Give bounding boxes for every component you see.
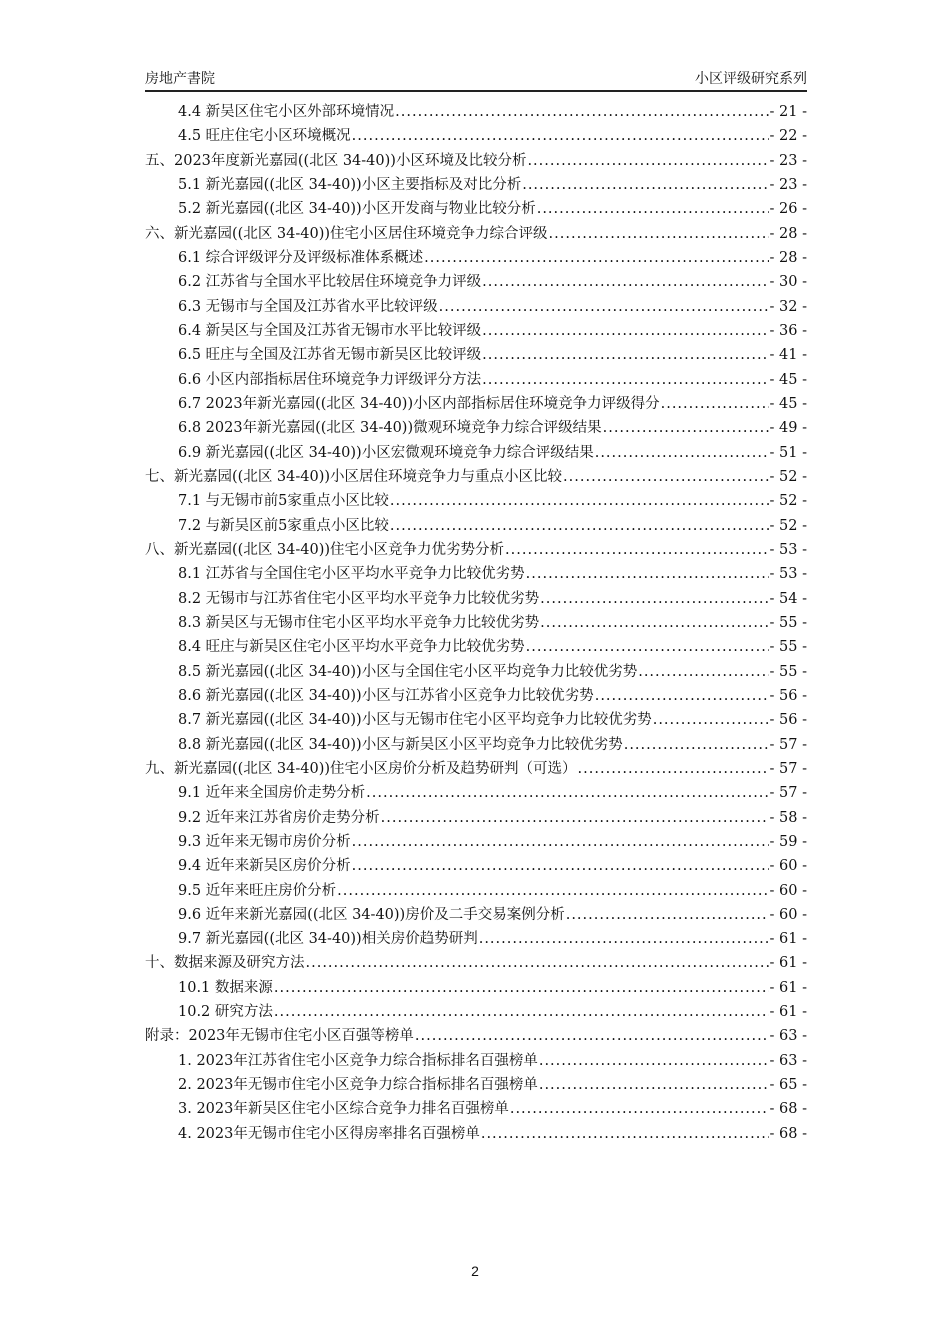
toc-entry-title: 4. 2023年无锡市住宅小区得房率排名百强榜单	[178, 1125, 480, 1142]
toc-entry-page: - 28 -	[769, 225, 807, 242]
toc-entry-page: - 60 -	[769, 882, 807, 899]
toc-entry-page: - 55 -	[769, 639, 807, 656]
toc-entry[interactable]	[145, 295, 807, 319]
page-header	[145, 66, 807, 92]
dot-leader	[566, 907, 769, 923]
toc-entry-title: 9.5 近年来旺庄房价分析	[178, 882, 337, 899]
toc-entry-title: 6.4 新吴区与全国及江苏省无锡市水平比较评级	[178, 322, 482, 339]
dot-leader	[526, 566, 769, 582]
toc-entry-page: - 61 -	[769, 979, 807, 996]
dot-leader	[274, 1004, 769, 1020]
toc-entry[interactable]	[145, 489, 807, 513]
dot-leader	[527, 153, 768, 169]
toc-entry[interactable]	[145, 781, 807, 805]
toc-entry-page: - 54 -	[769, 590, 807, 607]
toc-entry-title: 八、新光嘉园((北区 34-40))住宅小区竞争力优劣势分析	[145, 541, 505, 558]
dot-leader	[482, 274, 768, 290]
dot-leader	[540, 615, 768, 631]
toc-entry[interactable]	[145, 149, 807, 173]
toc-entry-page: - 56 -	[769, 687, 807, 704]
dot-leader	[395, 104, 768, 120]
toc-entry-page: - 57 -	[769, 736, 807, 753]
toc-entry-title: 4.4 新吴区住宅小区外部环境情况	[178, 104, 395, 120]
dot-leader	[578, 761, 769, 777]
dot-leader	[352, 858, 769, 874]
toc-entry[interactable]	[145, 1049, 807, 1073]
dot-leader	[337, 883, 768, 899]
dot-leader	[624, 737, 769, 753]
toc-entry[interactable]	[145, 854, 807, 878]
toc-entry[interactable]	[145, 879, 807, 903]
toc-entry[interactable]	[145, 441, 807, 465]
toc-entry-page: - 41 -	[769, 347, 807, 364]
toc-entry-page: - 58 -	[769, 809, 807, 826]
toc-entry[interactable]	[145, 246, 807, 270]
page-number: 2	[471, 1263, 479, 1279]
toc-entry-title: 3. 2023年新吴区住宅小区综合竞争力排名百强榜单	[178, 1101, 509, 1118]
toc-entry-page: - 60 -	[769, 858, 807, 875]
toc-entry[interactable]	[145, 806, 807, 830]
toc-entry-title: 9.1 近年来全国房价走势分析	[178, 785, 366, 802]
dot-leader	[526, 639, 769, 655]
toc-entry-page: - 52 -	[769, 493, 807, 510]
toc-entry-page: - 36 -	[769, 322, 807, 339]
toc-entry-title: 9.4 近年来新吴区房价分析	[178, 858, 351, 875]
toc-entry-title: 5.1 新光嘉园((北区 34-40))小区主要指标及对比分析	[178, 176, 522, 193]
dot-leader	[390, 493, 769, 509]
toc-entry-page: - 49 -	[769, 420, 807, 437]
dot-leader	[661, 396, 769, 412]
toc-entry[interactable]	[145, 708, 807, 732]
toc-entry-page: - 45 -	[769, 371, 807, 388]
dot-leader	[482, 372, 768, 388]
toc-entry-page: - 28 -	[769, 249, 807, 266]
toc-entry[interactable]	[145, 343, 807, 367]
toc-entry-page: - 21 -	[769, 104, 807, 120]
toc-entry-title: 8.4 旺庄与新吴区住宅小区平均水平竞争力比较优劣势	[178, 639, 525, 656]
toc-entry-title: 8.8 新光嘉园((北区 34-40))小区与新吴区小区平均竞争力比较优劣势	[178, 736, 623, 753]
toc-entry[interactable]	[145, 927, 807, 951]
dot-leader	[306, 955, 769, 971]
toc-entry-title: 2. 2023年无锡市住宅小区竞争力综合指标排名百强榜单	[178, 1077, 538, 1094]
dot-leader	[479, 931, 769, 947]
dot-leader	[424, 250, 768, 266]
dot-leader	[539, 1077, 769, 1093]
dot-leader	[595, 445, 769, 461]
toc-entry-page: - 68 -	[769, 1125, 807, 1142]
toc-entry-page: - 68 -	[769, 1101, 807, 1118]
dot-leader	[415, 1028, 769, 1044]
toc-entry-title: 9.2 近年来江苏省房价走势分析	[178, 809, 380, 826]
toc-entry-title: 1. 2023年江苏省住宅小区竞争力综合指标排名百强榜单	[178, 1052, 538, 1069]
toc-entry-page: - 23 -	[769, 152, 807, 169]
toc-entry-page: - 61 -	[769, 1004, 807, 1021]
toc-entry-title: 9.6 近年来新光嘉园((北区 34-40))房价及二手交易案例分析	[178, 906, 565, 923]
toc-entry[interactable]	[145, 660, 807, 684]
toc-entry-page: - 56 -	[769, 712, 807, 729]
toc-entry[interactable]	[145, 733, 807, 757]
toc-entry-title: 6.2 江苏省与全国水平比较居住环境竞争力评级	[178, 274, 482, 291]
dot-leader	[595, 688, 769, 704]
toc-entry-title: 五、2023年度新光嘉园((北区 34-40))小区环境及比较分析	[145, 152, 527, 169]
toc-entry[interactable]	[145, 124, 807, 148]
toc-entry-page: - 60 -	[769, 906, 807, 923]
toc-entry-title: 六、新光嘉园((北区 34-40))住宅小区居住环境竞争力综合评级	[145, 225, 548, 242]
toc-entry-title: 5.2 新光嘉园((北区 34-40))小区开发商与物业比较分析	[178, 201, 536, 218]
toc-entry-page: - 55 -	[769, 663, 807, 680]
toc-entry[interactable]	[145, 1097, 807, 1121]
toc-entry-title: 8.7 新光嘉园((北区 34-40))小区与无锡市住宅小区平均竞争力比较优劣势	[178, 712, 652, 729]
toc-entry-title: 8.6 新光嘉园((北区 34-40))小区与江苏省小区竞争力比较优劣势	[178, 687, 594, 704]
header-series: 小区评级研究系列	[695, 71, 807, 87]
dot-leader	[638, 664, 768, 680]
toc-entry[interactable]	[145, 416, 807, 440]
toc-entry[interactable]	[145, 465, 807, 489]
dot-leader	[482, 347, 768, 363]
toc-entry-page: - 51 -	[769, 444, 807, 461]
toc-entry-title: 10.2 研究方法	[178, 1004, 273, 1021]
toc-entry-page: - 52 -	[769, 517, 807, 534]
toc-entry-title: 9.3 近年来无锡市房价分析	[178, 833, 351, 850]
toc-entry-title: 九、新光嘉园((北区 34-40))住宅小区房价分析及趋势研判（可选）	[145, 760, 577, 777]
toc-entry-title: 6.5 旺庄与全国及江苏省无锡市新吴区比较评级	[178, 347, 482, 364]
toc-entry[interactable]	[145, 587, 807, 611]
toc-entry[interactable]	[145, 684, 807, 708]
toc-entry[interactable]	[145, 903, 807, 927]
toc-entry[interactable]	[145, 514, 807, 538]
toc-entry-page: - 59 -	[769, 833, 807, 850]
toc-entry[interactable]	[145, 222, 807, 246]
dot-leader	[481, 1126, 769, 1142]
toc-entry[interactable]	[145, 611, 807, 635]
toc-entry-title: 4.5 旺庄住宅小区环境概况	[178, 128, 351, 145]
dot-leader	[482, 323, 768, 339]
toc-entry-page: - 63 -	[769, 1028, 807, 1045]
toc-entry-title: 8.2 无锡市与江苏省住宅小区平均水平竞争力比较优劣势	[178, 590, 540, 607]
toc-entry-page: - 32 -	[769, 298, 807, 315]
toc-entry-title: 6.7 2023年新光嘉园((北区 34-40))小区内部指标居住环境竞争力评级得分	[178, 395, 660, 412]
toc-entry-page: - 52 -	[769, 468, 807, 485]
toc-entry-title: 十、数据来源及研究方法	[145, 955, 305, 972]
dot-leader	[563, 469, 768, 485]
toc-entry[interactable]	[145, 1122, 807, 1146]
toc-entry-page: - 57 -	[769, 760, 807, 777]
header-publisher: 房地产書院	[145, 71, 215, 87]
toc-entry-page: - 22 -	[769, 128, 807, 145]
toc-entry-title: 10.1 数据来源	[178, 979, 273, 996]
toc-entry[interactable]	[145, 635, 807, 659]
dot-leader	[537, 201, 769, 217]
toc-entry-title: 6.6 小区内部指标居住环境竞争力评级评分方法	[178, 371, 482, 388]
toc-entry-title: 附录：2023年无锡市住宅小区百强等榜单	[145, 1028, 414, 1045]
dot-leader	[539, 1053, 769, 1069]
toc-entry-page: - 63 -	[769, 1052, 807, 1069]
dot-leader	[366, 785, 768, 801]
toc-entry[interactable]	[145, 197, 807, 221]
toc-entry-title: 6.9 新光嘉园((北区 34-40))小区宏微观环境竞争力综合评级结果	[178, 444, 594, 461]
toc-entry-page: - 23 -	[769, 176, 807, 193]
toc-entry-page: - 55 -	[769, 614, 807, 631]
toc-entry-title: 7.1 与无锡市前5家重点小区比较	[178, 493, 389, 510]
toc-entry-title: 6.1 综合评级评分及评级标准体系概述	[178, 249, 424, 266]
dot-leader	[390, 518, 769, 534]
toc-entry[interactable]	[145, 562, 807, 586]
toc-entry-title: 8.1 江苏省与全国住宅小区平均水平竞争力比较优劣势	[178, 566, 525, 583]
toc-entry-title: 七、新光嘉园((北区 34-40))小区居住环境竞争力与重点小区比较	[145, 468, 563, 485]
toc-entry[interactable]	[145, 757, 807, 781]
toc-entry[interactable]	[145, 1073, 807, 1097]
dot-leader	[352, 128, 769, 144]
dot-leader	[549, 226, 769, 242]
toc-entry[interactable]	[145, 368, 807, 392]
table-of-contents	[145, 100, 807, 1146]
toc-entry-page: - 61 -	[769, 931, 807, 948]
toc-entry-title: 8.5 新光嘉园((北区 34-40))小区与全国住宅小区平均竞争力比较优劣势	[178, 663, 638, 680]
toc-entry[interactable]	[145, 1024, 807, 1048]
toc-entry-title: 6.8 2023年新光嘉园((北区 34-40))微观环境竞争力综合评级结果	[178, 420, 602, 437]
dot-leader	[603, 420, 769, 436]
toc-entry-page: - 26 -	[769, 201, 807, 218]
toc-entry[interactable]	[145, 951, 807, 975]
toc-entry-title: 7.2 与新吴区前5家重点小区比较	[178, 517, 389, 534]
dot-leader	[653, 712, 769, 728]
toc-entry-page: - 57 -	[769, 785, 807, 802]
toc-entry[interactable]	[145, 100, 807, 124]
toc-entry[interactable]	[145, 976, 807, 1000]
dot-leader	[439, 299, 769, 315]
dot-leader	[381, 810, 769, 826]
toc-entry-page: - 53 -	[769, 541, 807, 558]
dot-leader	[522, 177, 768, 193]
toc-entry-page: - 53 -	[769, 566, 807, 583]
toc-entry-title: 8.3 新吴区与无锡市住宅小区平均水平竞争力比较优劣势	[178, 614, 540, 631]
toc-entry[interactable]	[145, 1000, 807, 1024]
toc-entry-title: 6.3 无锡市与全国及江苏省水平比较评级	[178, 298, 438, 315]
dot-leader	[352, 834, 769, 850]
toc-entry[interactable]	[145, 319, 807, 343]
toc-entry[interactable]	[145, 538, 807, 562]
dot-leader	[510, 1101, 769, 1117]
dot-leader	[505, 542, 768, 558]
dot-leader	[540, 591, 768, 607]
toc-entry-page: - 65 -	[769, 1077, 807, 1094]
toc-entry-title: 9.7 新光嘉园((北区 34-40))相关房价趋势研判	[178, 931, 478, 948]
toc-entry-page: - 30 -	[769, 274, 807, 291]
toc-entry[interactable]	[145, 392, 807, 416]
toc-entry-page: - 45 -	[769, 395, 807, 412]
toc-entry[interactable]	[145, 270, 807, 294]
toc-entry-page: - 61 -	[769, 955, 807, 972]
toc-entry[interactable]	[145, 830, 807, 854]
dot-leader	[274, 980, 769, 996]
toc-entry[interactable]	[145, 173, 807, 197]
